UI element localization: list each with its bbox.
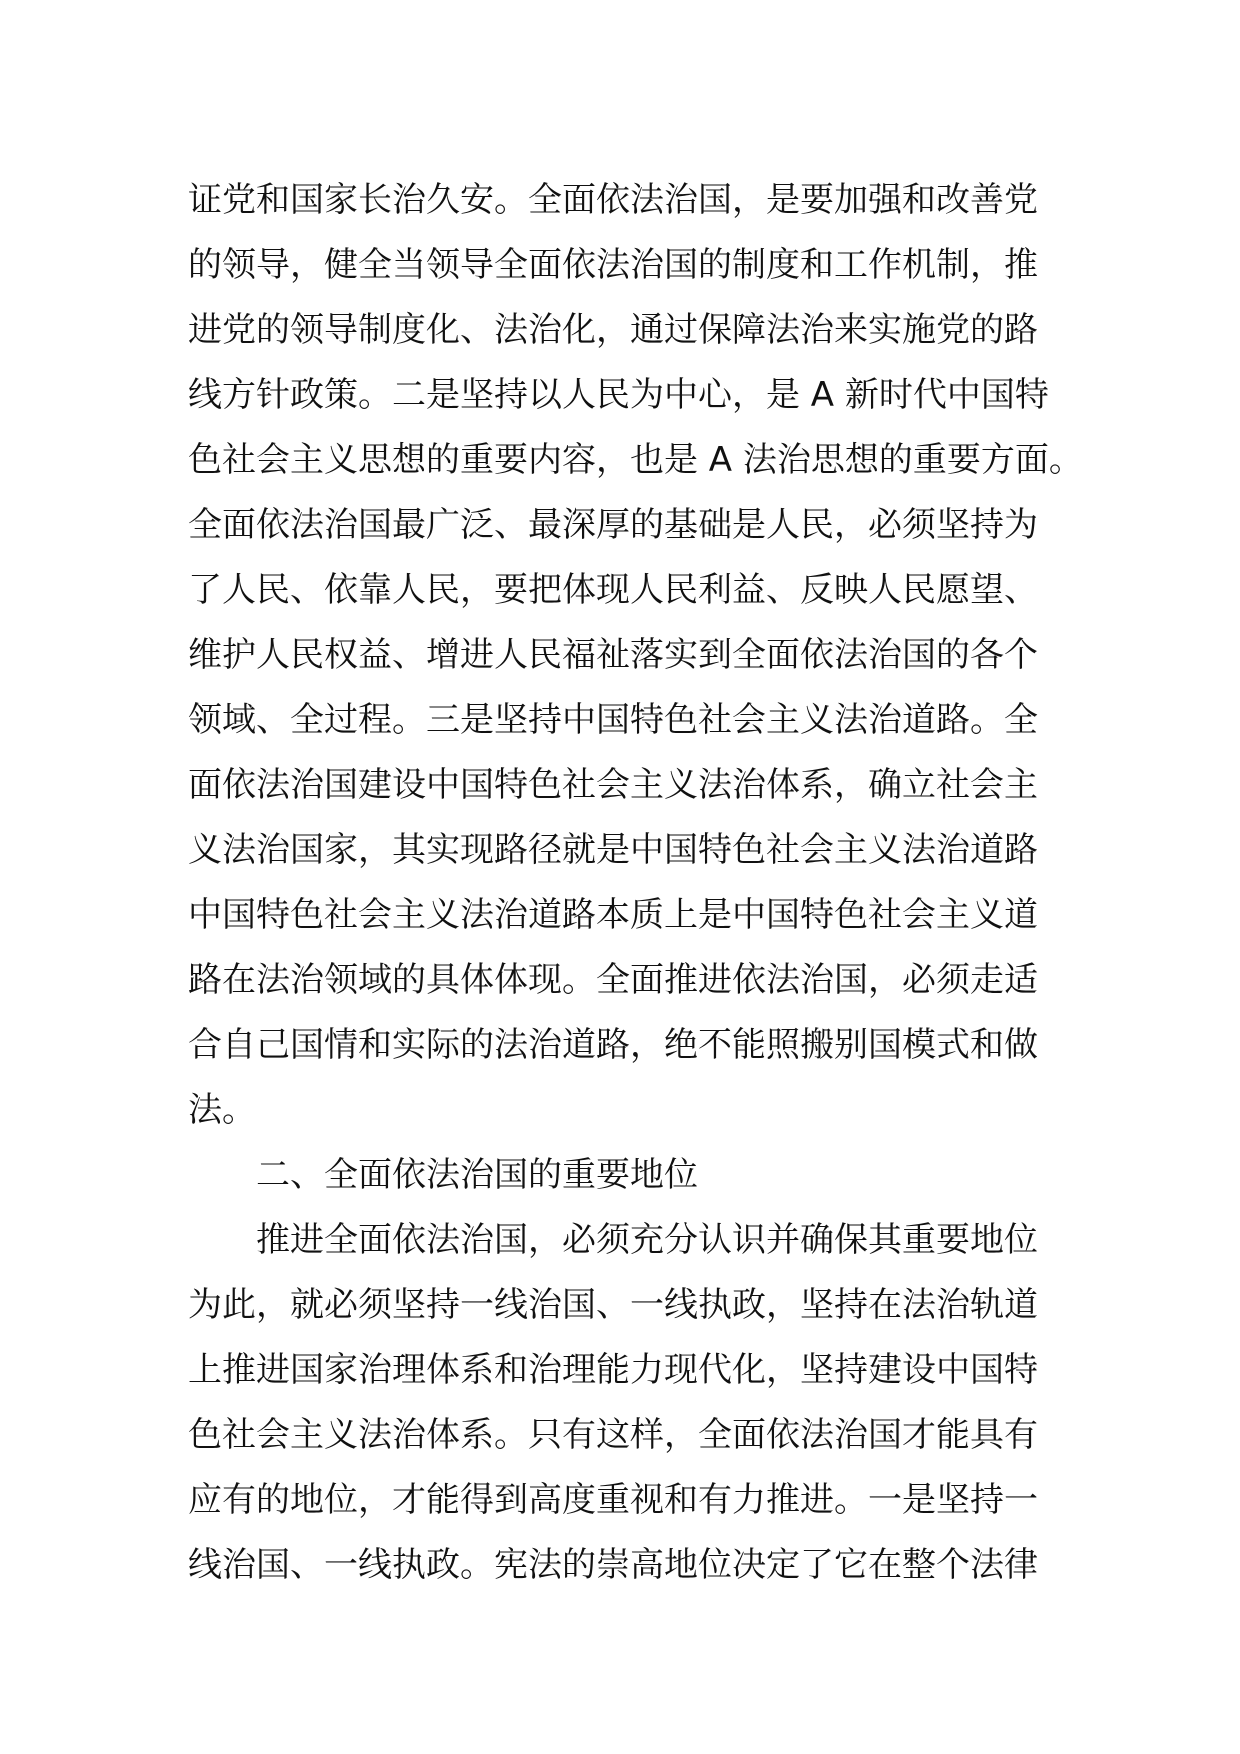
text-line: 义法治国家，其实现路径就是中国特色社会主义法治道路 <box>188 830 1038 870</box>
text-line: 维护人民权益、增进人民福祉落实到全面依法治国的各个 <box>188 635 1038 675</box>
text-line: 合自己国情和实际的法治道路，绝不能照搬别国模式和做 <box>188 1025 1038 1065</box>
text-line: 色社会主义法治体系。只有这样，全面依法治国才能具有 <box>188 1415 1038 1455</box>
text-line: 了人民、依靠人民，要把体现人民利益、反映人民愿望、 <box>188 570 1038 610</box>
text-line: 证党和国家长治久安。全面依法治国，是要加强和改善党 <box>188 180 1038 220</box>
paragraph-first-line: 推进全面依法治国，必须充分认识并确保其重要地位 <box>256 1220 1038 1260</box>
text-line: 全面依法治国最广泛、最深厚的基础是人民，必须坚持为 <box>188 505 1038 545</box>
section-heading: 二、全面依法治国的重要地位 <box>256 1155 698 1195</box>
text-line: 法。 <box>188 1090 256 1130</box>
text-line: 领域、全过程。三是坚持中国特色社会主义法治道路。全 <box>188 700 1038 740</box>
text-line: 为此，就必须坚持一线治国、一线执政，坚持在法治轨道 <box>188 1285 1038 1325</box>
text-line: 上推进国家治理体系和治理能力现代化，坚持建设中国特 <box>188 1350 1038 1390</box>
text-line: 面依法治国建设中国特色社会主义法治体系，确立社会主 <box>188 765 1038 805</box>
text-line: 色社会主义思想的重要内容，也是 A 法治思想的重要方面。 <box>188 440 1083 480</box>
text-line: 进党的领导制度化、法治化，通过保障法治来实施党的路 <box>188 310 1038 350</box>
text-line: 线治国、一线执政。宪法的崇高地位决定了它在整个法律 <box>188 1545 1038 1585</box>
text-line: 的领导，健全当领导全面依法治国的制度和工作机制，推 <box>188 245 1038 285</box>
text-line: 线方针政策。二是坚持以人民为中心，是 A 新时代中国特 <box>188 375 1049 415</box>
text-line: 中国特色社会主义法治道路本质上是中国特色社会主义道 <box>188 895 1038 935</box>
text-line: 路在法治领域的具体体现。全面推进依法治国，必须走适 <box>188 960 1038 1000</box>
text-line: 应有的地位，才能得到高度重视和有力推进。一是坚持一 <box>188 1480 1038 1520</box>
document-body <box>188 168 1083 1598</box>
